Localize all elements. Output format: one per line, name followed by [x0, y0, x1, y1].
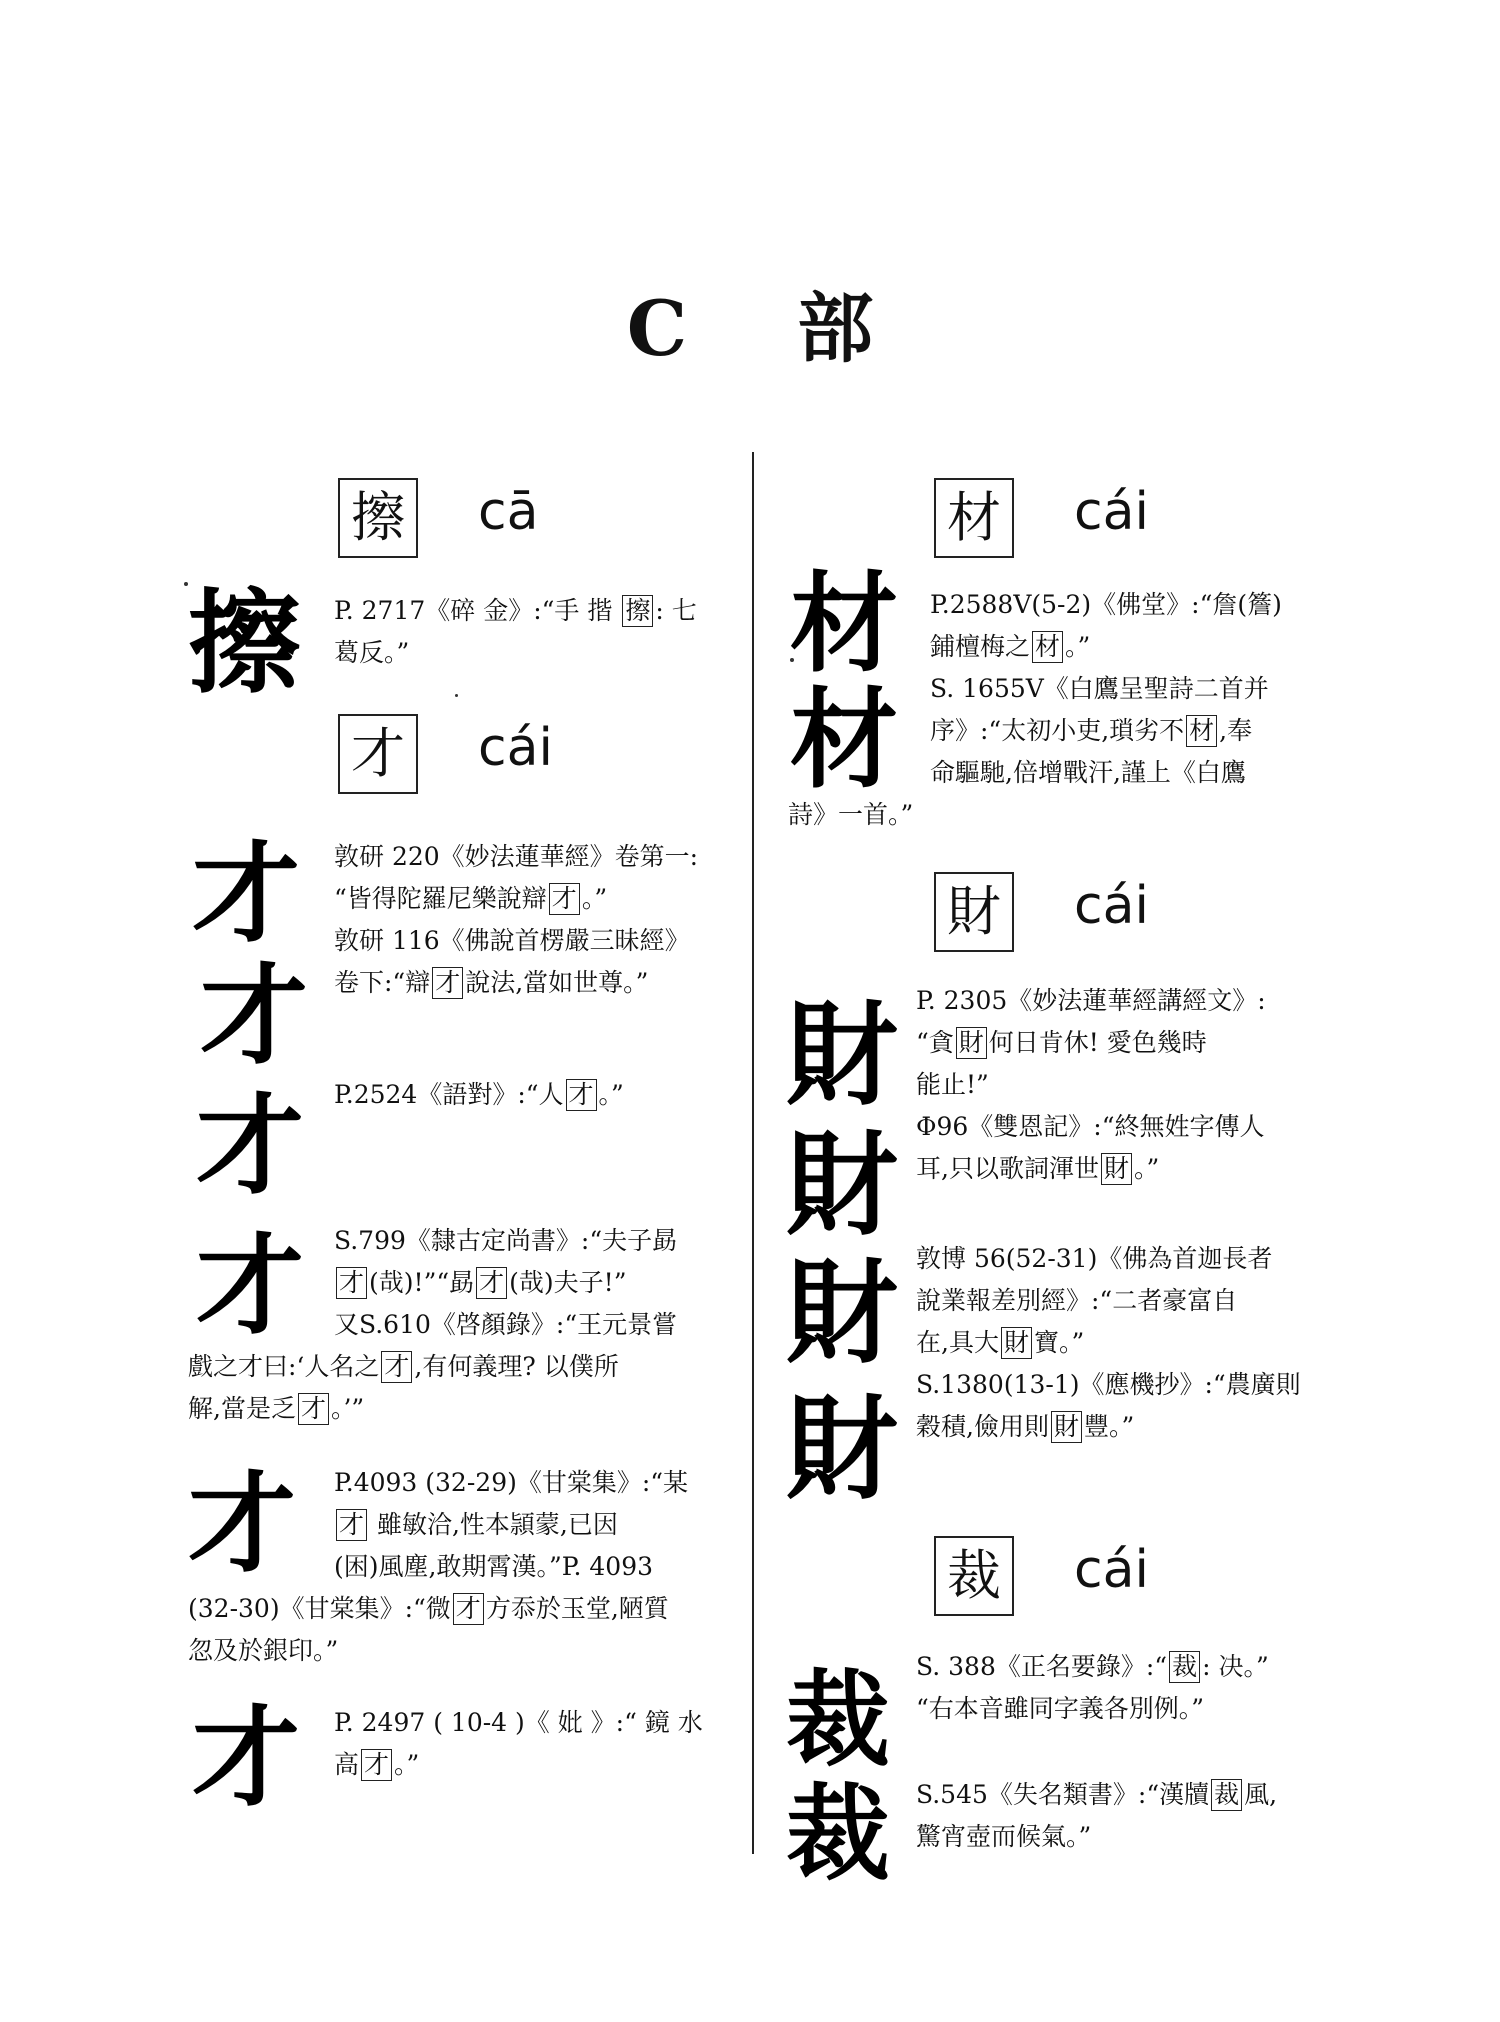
- entry-line: 命驅馳,倍增戰汗,謹上《白鷹: [930, 758, 1246, 787]
- print-speck: [455, 694, 458, 697]
- headword-char: 裁: [934, 1536, 1014, 1616]
- entry-line: 才 雖敏洽,性本頴蒙,已因: [334, 1504, 726, 1546]
- entry-line: 能止!”: [916, 1070, 989, 1099]
- entry-line: Φ96《雙恩記》:“終無姓字傳人: [916, 1112, 1265, 1141]
- entry-line: 敦研 220《妙法蓮華經》卷第一:: [334, 842, 699, 871]
- boxed-headword: 材: [1186, 715, 1217, 747]
- calligraphy-glyph: 才: [192, 1695, 301, 1821]
- boxed-headword: 材: [1032, 631, 1063, 663]
- boxed-headword: 財: [956, 1027, 987, 1059]
- boxed-headword: 才: [298, 1393, 329, 1425]
- entry-line: 穀積,儉用則 財 豐。”: [916, 1412, 1135, 1441]
- entry-line: 說業報差別經》:“二者豪富自: [916, 1286, 1238, 1315]
- headword-char: 才: [338, 714, 418, 794]
- entry-text: [334, 1702, 726, 1786]
- entry-text: [788, 794, 1322, 836]
- boxed-headword: 才: [432, 967, 463, 999]
- section-title: [0, 268, 1500, 377]
- entry-line: “皆得陀羅尼樂說辯 才 。”: [334, 884, 608, 913]
- boxed-headword: 裁: [1211, 1779, 1242, 1811]
- entry-line: 卷下:“辯 才 說法,當如世尊。”: [334, 968, 649, 997]
- boxed-headword: 才: [549, 883, 580, 915]
- headword-pinyin: cái: [1074, 482, 1149, 542]
- entry-line: P. 2717《碎 金》:“手 揩 擦 : 七: [334, 596, 697, 625]
- entry-line: S.1380(13-1)《應機抄》:“農廣則: [916, 1370, 1301, 1399]
- entry-line: P.2588V(5-2)《佛堂》:“詹(簷): [930, 590, 1282, 619]
- entry-line: S.799《隸古定尚書》:“夫子勗: [334, 1226, 678, 1255]
- section-suffix: 部: [797, 284, 874, 373]
- calligraphy-glyph: 財: [786, 1384, 898, 1515]
- entry-line: (32-30)《甘棠集》:“微 才 方忝於玉堂,陋質: [188, 1594, 669, 1623]
- entry-line: P.4093 (32-29)《甘棠集》:“某: [334, 1468, 689, 1497]
- calligraphy-glyph: 材: [790, 561, 899, 687]
- boxed-headword: 才: [361, 1749, 392, 1781]
- entry-line: 敦研 116《佛說首楞嚴三昧經》: [334, 926, 690, 955]
- calligraphy-glyph: 才: [192, 831, 301, 957]
- entry-line: 才 (哉)!”“勗 才 (哉)夫子!”: [334, 1262, 726, 1304]
- boxed-headword: 才: [336, 1509, 367, 1541]
- entry-line: 序》:“太初小吏,瑣劣不 材 ,奉: [930, 716, 1253, 745]
- section-letter: C: [626, 284, 688, 373]
- calligraphy-glyph: 才: [196, 1083, 305, 1209]
- entry-line: S. 388《正名要錄》:“ 裁 : 决。”: [916, 1652, 1269, 1681]
- entry-line: S.545《失名類書》:“漢牘 裁 風,: [916, 1780, 1278, 1809]
- boxed-headword: 才: [476, 1267, 507, 1299]
- entry-line: 鋪檀梅之 材 。”: [930, 632, 1091, 661]
- headword-char: 財: [934, 872, 1014, 952]
- headword-pinyin: cái: [1074, 1540, 1149, 1600]
- calligraphy-glyph: 財: [786, 1248, 898, 1379]
- entry-text: [334, 836, 726, 1004]
- headword-pinyin: cái: [478, 718, 553, 778]
- entry-text: [916, 1774, 1322, 1858]
- boxed-headword: 才: [566, 1079, 597, 1111]
- headword-char: 材: [934, 478, 1014, 558]
- calligraphy-glyph: 財: [786, 1120, 898, 1251]
- entry-line: 解,當是乏 才 。’”: [188, 1394, 365, 1423]
- entry-line: P.2524《語對》:“人 才 。”: [334, 1080, 624, 1109]
- entry-text: [188, 1346, 726, 1430]
- boxed-headword: 才: [453, 1593, 484, 1625]
- entry-line: 驚宵壺而候氣。”: [916, 1822, 1092, 1851]
- calligraphy-glyph: 擦: [188, 578, 300, 709]
- entry-line: 高 才 。”: [334, 1750, 420, 1779]
- entry-line: 敦博 56(52-31)《佛為首迦長者: [916, 1244, 1273, 1273]
- calligraphy-glyph: 才: [196, 1223, 305, 1349]
- entry-text: [916, 1646, 1322, 1730]
- entry-text: [930, 584, 1322, 794]
- entry-text: [916, 980, 1322, 1190]
- boxed-headword: 才: [381, 1351, 412, 1383]
- calligraphy-glyph: 才: [200, 953, 309, 1079]
- boxed-headword: 財: [1051, 1411, 1082, 1443]
- calligraphy-glyph: 才: [188, 1461, 297, 1587]
- calligraphy-glyph: 材: [790, 677, 899, 803]
- boxed-headword: 擦: [622, 595, 653, 627]
- entry-line: S. 1655V《白鷹呈聖詩二首并: [930, 674, 1269, 703]
- entry-text: [334, 1220, 726, 1346]
- calligraphy-glyph: 財: [786, 990, 898, 1121]
- entry-text: [334, 1074, 726, 1116]
- entry-line: 耳,只以歌詞渾世 財 。”: [916, 1154, 1160, 1183]
- entry-line: 葛反。”: [334, 638, 410, 667]
- entry-text: [916, 1238, 1322, 1448]
- calligraphy-glyph: 裁: [786, 1772, 891, 1895]
- entry-line: 忽及於銀印。”: [188, 1636, 339, 1665]
- calligraphy-glyph: 裁: [786, 1658, 891, 1781]
- entry-line: P. 2305《妙法蓮華經講經文》:: [916, 986, 1266, 1015]
- entry-line: P. 2497 ( 10-4 )《 妣 》:“ 鏡 水: [334, 1708, 703, 1737]
- entry-line: 在,具大 財 寶。”: [916, 1328, 1085, 1357]
- boxed-headword: 裁: [1169, 1651, 1200, 1683]
- entry-text: [334, 590, 724, 674]
- entry-line: (困)風塵,敢期霄漢。”P. 4093: [334, 1552, 654, 1581]
- entry-text: [188, 1588, 726, 1672]
- boxed-headword: 財: [1101, 1153, 1132, 1185]
- headword-char: 擦: [338, 478, 418, 558]
- entry-line: 戲之才曰:‘人名之 才 ,有何義理? 以僕所: [188, 1352, 619, 1381]
- entry-line: “右本音雖同字義各別例。”: [916, 1694, 1205, 1723]
- entry-text: [334, 1462, 726, 1588]
- headword-pinyin: cái: [1074, 876, 1149, 936]
- entry-line: 又S.610《啓顏錄》:“王元景嘗: [334, 1310, 678, 1339]
- boxed-headword: 才: [336, 1267, 367, 1299]
- boxed-headword: 財: [1001, 1327, 1032, 1359]
- entry-line: “貪 財 何日肯休! 愛色幾時: [916, 1028, 1207, 1057]
- column-divider: [752, 452, 754, 1854]
- headword-pinyin: cā: [478, 482, 539, 542]
- entry-line: 詩》一首。”: [788, 800, 914, 829]
